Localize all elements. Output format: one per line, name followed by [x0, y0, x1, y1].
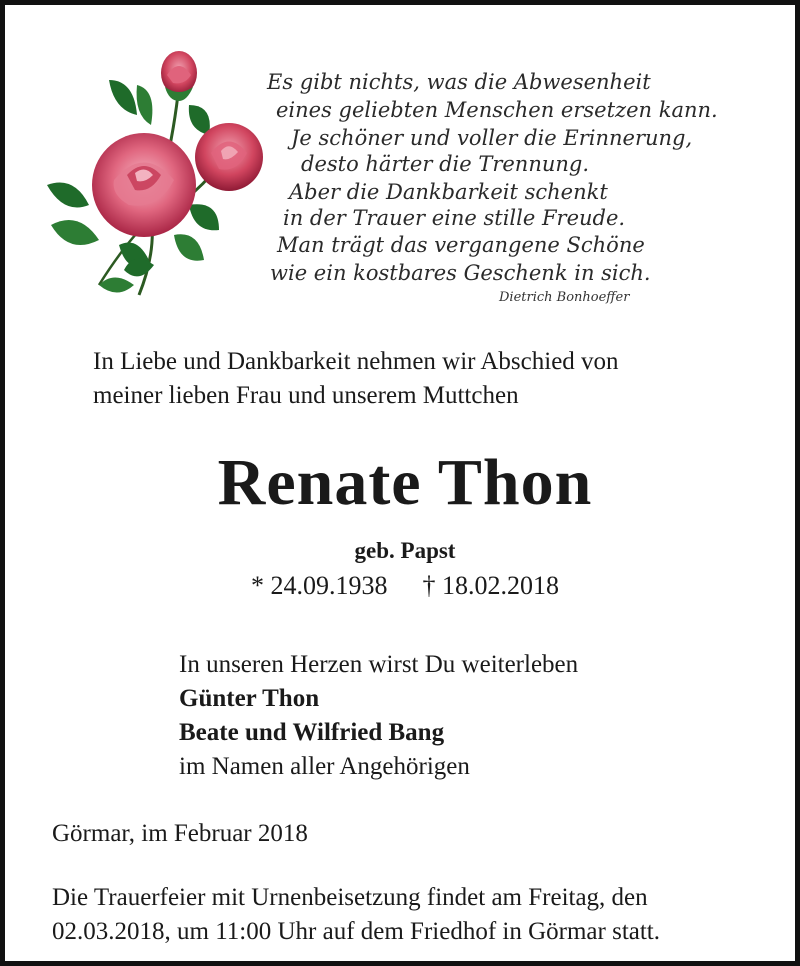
deceased-name: Renate Thon	[217, 446, 593, 519]
quote-line: in der Trauer eine stille Freude.	[283, 206, 626, 230]
intro-line: meiner lieben Frau und unserem Muttchen	[93, 382, 519, 409]
intro-line: In Liebe und Dankbarkeit nehmen wir Abschied von	[93, 348, 619, 375]
birth-date: 24.09.1938	[270, 571, 388, 600]
quote-line: Je schöner und voller die Erinnerung,	[291, 126, 693, 150]
mourner-name: Günter Thon	[179, 685, 320, 712]
rose-bouquet-icon	[39, 45, 275, 307]
quote-line: wie ein kostbares Geschenk in sich.	[270, 261, 651, 285]
quote-line: Es gibt nichts, was die Abwesenheit	[267, 70, 651, 94]
mourners-line: im Namen aller Angehörigen	[179, 753, 470, 780]
mourner-name: Beate und Wilfried Bang	[179, 719, 445, 746]
funeral-line: Die Trauerfeier mit Urnenbeisetzung findet am Freitag, den	[52, 884, 648, 911]
funeral-line: 02.03.2018, um 11:00 Uhr auf dem Friedhof in Görmar statt.	[52, 918, 661, 945]
death-date: 18.02.2018	[442, 571, 559, 600]
birth-name: geb. Papst	[354, 538, 456, 563]
quote-author: Dietrich Bonhoeffer	[499, 290, 630, 305]
quote-line: Man trägt das vergangene Schöne	[277, 233, 645, 257]
quote-line: Aber die Dankbarkeit schenkt	[289, 180, 608, 204]
life-dates	[5, 571, 800, 601]
mourners	[179, 648, 759, 784]
cross-icon: †	[422, 571, 436, 600]
mourners-line: In unseren Herzen wirst Du weiterleben	[179, 651, 579, 678]
place-date: Görmar, im Februar 2018	[52, 820, 308, 847]
birth-star-icon: *	[251, 571, 264, 600]
quote-line: desto härter die Trennung.	[301, 152, 590, 176]
funeral-info	[52, 881, 772, 949]
intro-text	[93, 345, 773, 413]
quote-line: eines geliebten Menschen ersetzen kann.	[276, 98, 718, 122]
